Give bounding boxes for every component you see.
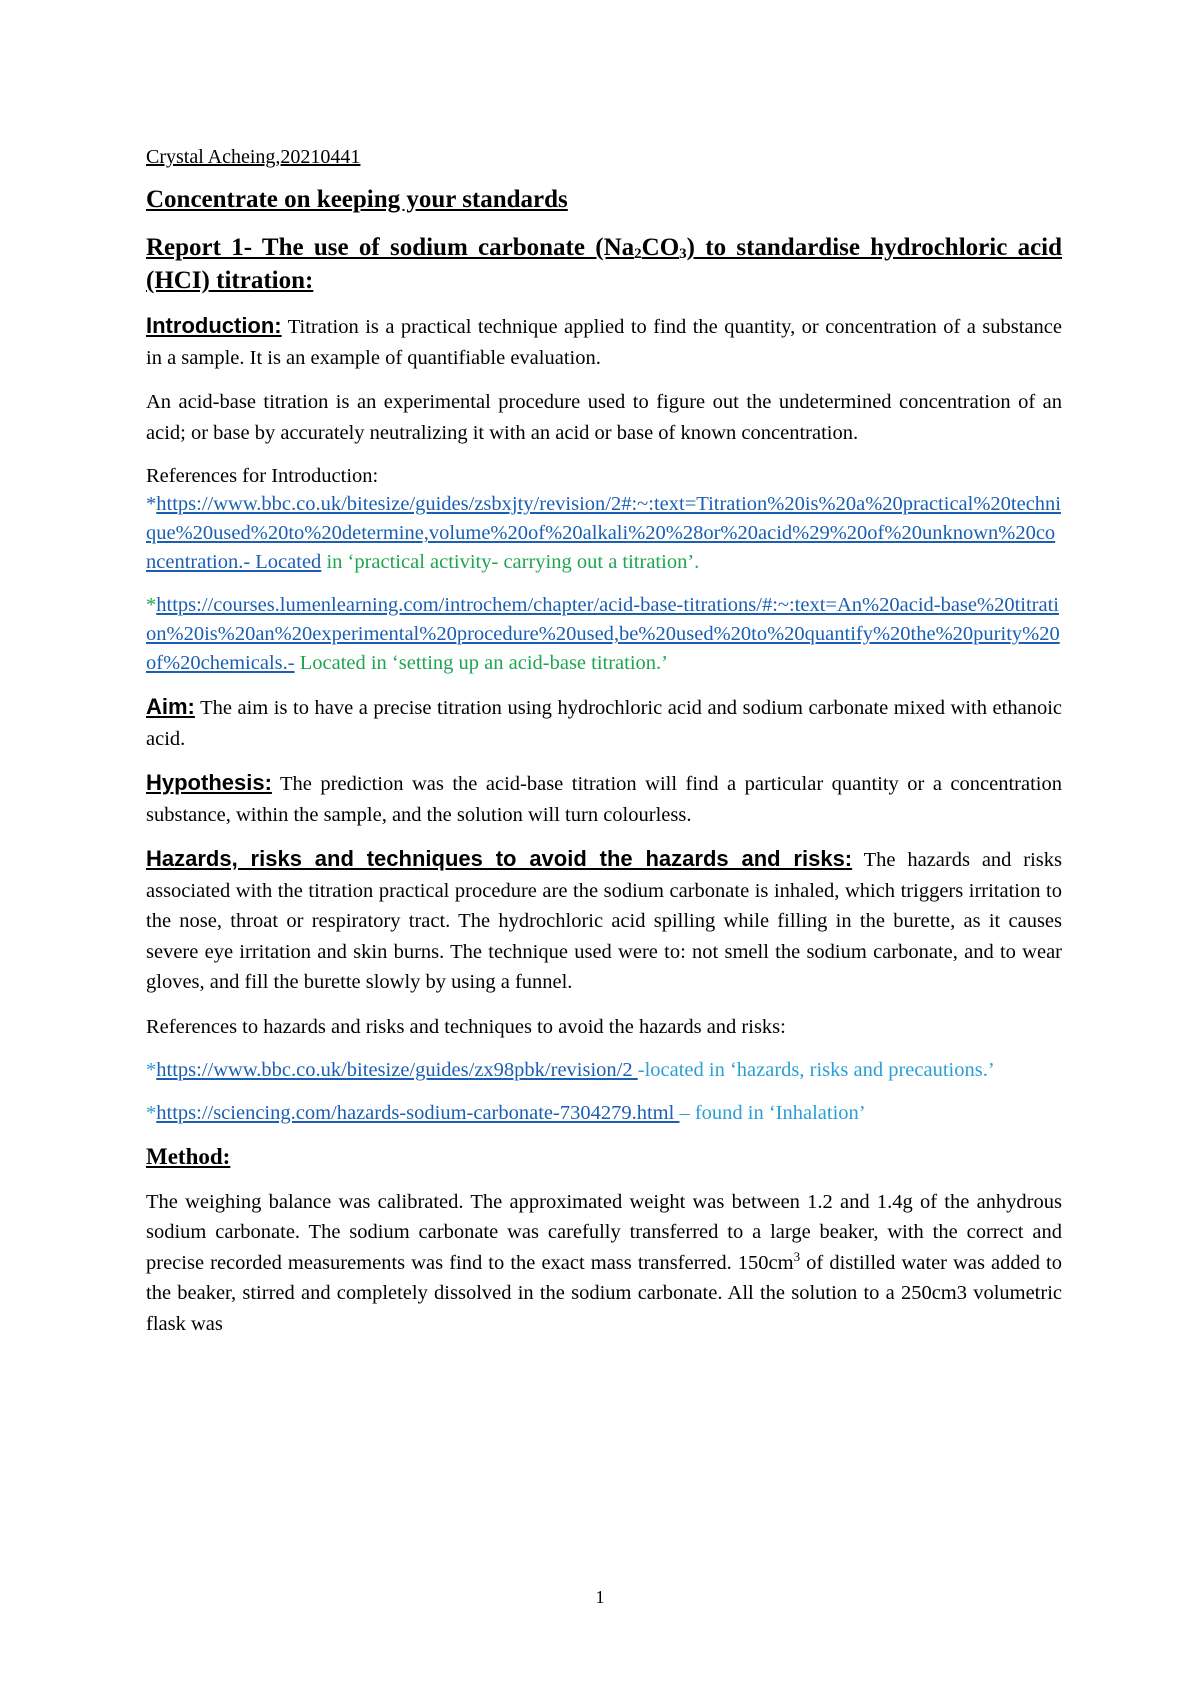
method-paragraph — [146, 1187, 1062, 1340]
introduction-heading: Introduction: — [146, 313, 282, 338]
hazards-reference-2-prefix: * — [146, 1102, 157, 1124]
hazards-text: The hazards and risks associated with the titration practical procedure are the sodium carbonate is inhaled, which triggers irritation to the nose, throat or respiratory tract. The hydrochloric acid spilling while filling in the burette, as it causes severe eye irritation and skin burns. The technique used were to: not smell the sodium carbonate, and to wear gloves, and fill the burette slowly by using a funnel. — [146, 849, 1063, 993]
introduction-reference-2-prefix: * — [146, 594, 157, 616]
hypothesis-paragraph — [146, 768, 1062, 830]
hazards-reference-1-note: -located in ‘hazards, risks and precautions.’ — [637, 1059, 995, 1081]
introduction-reference-1 — [146, 490, 1062, 577]
introduction-text: Titration is a practical technique applied to find the quantity, or concentration of a substance in a sample. It is an example of quantifiable evaluation. — [146, 316, 1062, 369]
page-number: 1 — [595, 1587, 605, 1607]
method-text-part2: of distilled water was added to the beaker, stirred and completely dissolved in the sodium carbonate. All the solution to a 250cm3 volumetric flask was — [146, 1251, 1062, 1335]
author-line: Crystal Acheing,20210441 — [146, 146, 361, 168]
method-text-part1: The weighing balance was calibrated. The approximated weight was between 1.2 and 1.4g of the anhydrous sodium carbonate. The sodium carbonate was carefully transferred to a large beaker, with the correct and precise recorded measurements was find to the exact mass transferred. 150cm — [146, 1190, 1062, 1274]
hazards-reference-1 — [146, 1056, 1062, 1085]
document-title: Concentrate on keeping your standards — [146, 185, 568, 213]
report-title-part2: CO — [641, 234, 680, 261]
introduction-reference-2 — [146, 591, 1062, 678]
hazards-reference-2-note: – found in ‘Inhalation’ — [679, 1102, 866, 1124]
introduction-reference-1-prefix: * — [146, 493, 157, 515]
hazards-heading: Hazards, risks and techniques to avoid the hazards and risks: — [146, 846, 853, 871]
hazards-references-label: References to hazards and risks and techniques to avoid the hazards and risks: — [146, 1015, 786, 1038]
report-title-subscript-1: 2 — [634, 246, 642, 262]
introduction-reference-2-note: Located in ‘setting up an acid-base titration.’ — [294, 652, 669, 674]
report-title-part3: ) to standardise hydrochloric acid (HCI) titration: — [146, 234, 1063, 294]
introduction-reference-1-note: in ‘practical activity- carrying out a titration’. — [321, 551, 700, 573]
method-superscript: 3 — [793, 1248, 801, 1264]
introduction-reference-1-link[interactable]: https://www.bbc.co.uk/bitesize/guides/zsbxjty/revision/2#:~:text=Titration%20is%20a%20practical%20technique%20used%20to%20determine,volume%20of%20alkali%20%28or%20acid%29%20of%20unknown%20concentration.- Located — [146, 493, 1062, 573]
hypothesis-heading: Hypothesis: — [146, 770, 272, 795]
report-title — [146, 231, 1062, 297]
hazards-reference-1-prefix: * — [146, 1059, 157, 1081]
hypothesis-text: The prediction was the acid-base titration will find a particular quantity or a concentration substance, within the sample, and the solution will turn colourless. — [146, 773, 1062, 826]
introduction-paragraph — [146, 311, 1062, 373]
aim-text: The aim is to have a precise titration using hydrochloric acid and sodium carbonate mixed with ethanoic acid. — [146, 697, 1062, 750]
hazards-reference-2-link[interactable]: https://sciencing.com/hazards-sodium-carbonate-7304279.html — [156, 1102, 680, 1124]
aim-paragraph — [146, 692, 1062, 754]
hazards-reference-1-link[interactable]: https://www.bbc.co.uk/bitesize/guides/zx98pbk/revision/2 — [156, 1059, 638, 1081]
aim-heading: Aim: — [146, 694, 195, 719]
page-content — [146, 142, 1062, 1353]
introduction-references-label: References for Introduction: — [146, 465, 379, 487]
report-title-subscript-2: 3 — [679, 246, 687, 262]
introduction-paragraph-2: An acid-base titration is an experimental procedure used to figure out the undetermined concentration of an acid; or base by accurately neutralizing it with an acid or base of known concentration. — [146, 391, 1062, 444]
report-title-part1: Report 1- The use of sodium carbonate (Na — [146, 234, 635, 261]
introduction-reference-2-link[interactable]: https://courses.lumenlearning.com/introchem/chapter/acid-base-titrations/#:~:text=An%20acid-base%20titration%20is%20an%20experimental%20procedure%20used,be%20used%20to%20quantify%20the%20purity%20of%20chemicals.- — [146, 594, 1060, 674]
hazards-paragraph — [146, 844, 1062, 998]
method-heading: Method: — [146, 1144, 231, 1169]
hazards-reference-2 — [146, 1099, 1062, 1128]
